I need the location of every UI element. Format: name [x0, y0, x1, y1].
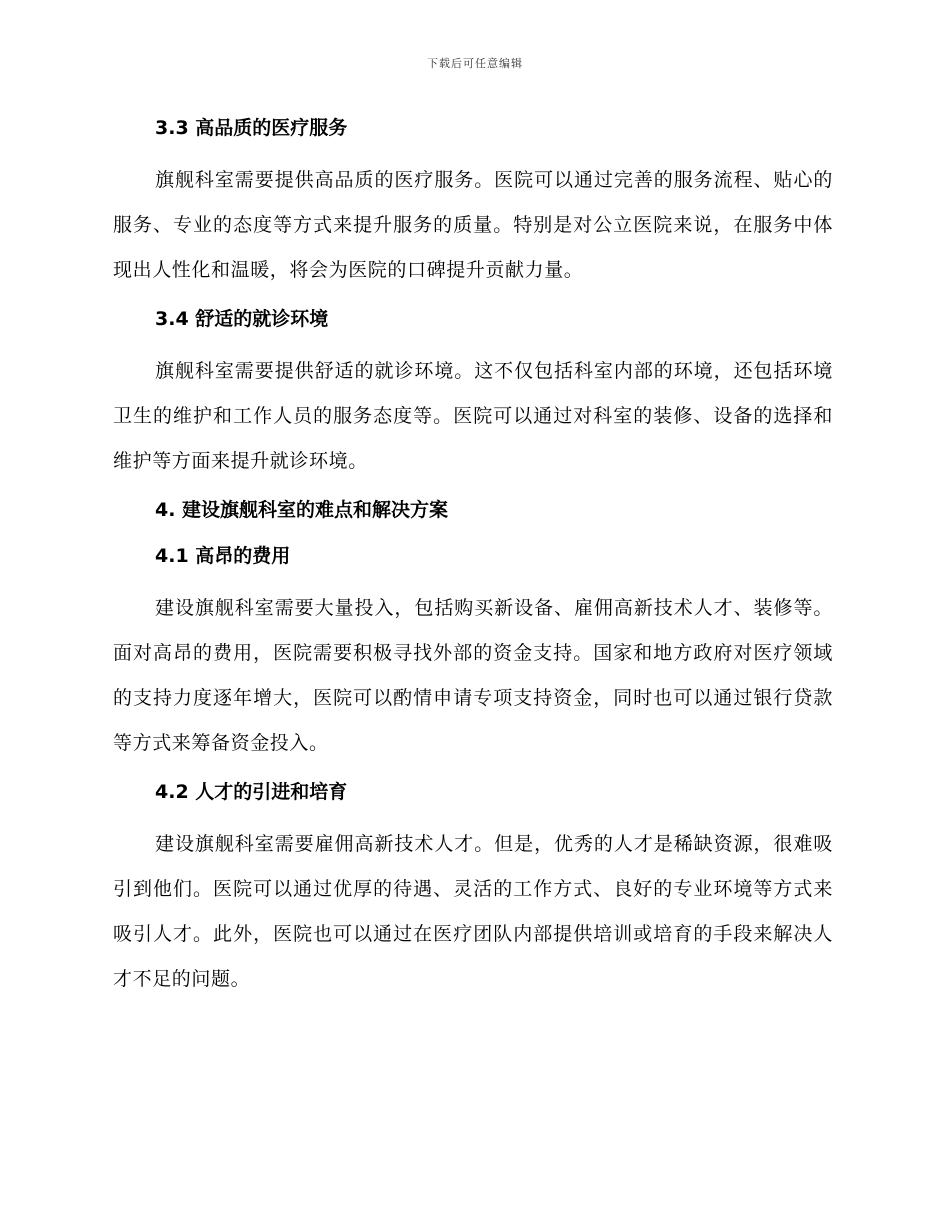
section-heading-4-1: 4.1 高昂的费用 [155, 545, 291, 567]
section-heading-4-2: 4.2 人才的引进和培育 [155, 781, 348, 803]
section-paragraph-4-1: 建设旗舰科室需要大量投入，包括购买新设备、雇佣高新技术人才、装修等。面对高昂的费用，医院需要积极寻找外部的资金支持。国家和地方政府对医疗领域的支持力度逐年增大，医院可以酌情申请专项支持资金，同时也可以通过银行贷款等方式来筹备资金投入。 [113, 597, 833, 754]
section-paragraph-3-3: 旗舰科室需要提供高品质的医疗服务。医院可以通过完善的服务流程、贴心的服务、专业的态度等方式来提升服务的质量。特别是对公立医院来说，在服务中体现出人性化和温暖，将会为医院的口碑提升贡献力量。 [113, 169, 833, 281]
document-body [113, 112, 833, 1012]
section-paragraph-3-4: 旗舰科室需要提供舒适的就诊环境。这不仅包括科室内部的环境，还包括环境卫生的维护和工作人员的服务态度等。医院可以通过对科室的装修、设备的选择和维护等方面来提升就诊环境。 [113, 360, 833, 472]
section-heading-3-3: 3.3 高品质的医疗服务 [155, 117, 348, 139]
header-note: 下载后可任意编辑 [427, 57, 523, 70]
section-paragraph-4-2: 建设旗舰科室需要雇佣高新技术人才。但是，优秀的人才是稀缺资源，很难吸引到他们。医院可以通过优厚的待遇、灵活的工作方式、良好的专业环境等方式来吸引人才。此外，医院也可以通过在医疗团队内部提供培训或培育的手段来解决人才不足的问题。 [113, 833, 833, 990]
section-heading-3-4: 3.4 舒适的就诊环境 [155, 308, 329, 330]
section-heading-4: 4. 建设旗舰科室的难点和解决方案 [155, 499, 449, 521]
